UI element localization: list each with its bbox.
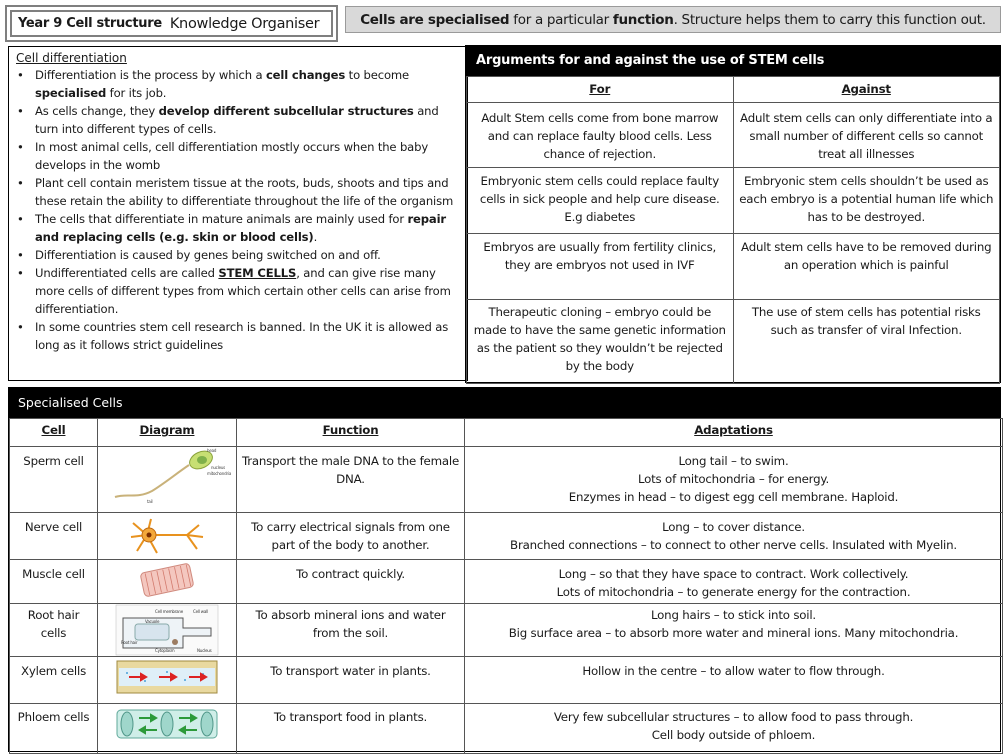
table-row bbox=[10, 604, 1003, 657]
list-item: • Differentiation is caused by genes being switched on and off. bbox=[16, 246, 461, 264]
title-inner bbox=[10, 10, 333, 37]
against-cell: Adult stem cells have to be removed during an operation which is painful bbox=[733, 234, 1000, 300]
col-for: For bbox=[467, 77, 734, 103]
adaptation-line: Big surface area – to absorb more water and mineral ions. Many mitochondria. bbox=[508, 626, 959, 640]
differentiation-box bbox=[8, 46, 468, 381]
function-cell: To transport water in plants. bbox=[237, 657, 465, 704]
for-cell: Adult Stem cells come from bone marrow and can replace faulty blood cells. Less chance of rejection. bbox=[467, 103, 734, 168]
col-function: Function bbox=[237, 419, 465, 447]
xylem-cell-image bbox=[115, 657, 219, 697]
specialised-cells-table bbox=[9, 418, 1003, 754]
adaptation-line: Long – so that they have space to contract. Work collectively. bbox=[558, 567, 909, 581]
cell-name: Muscle cell bbox=[10, 560, 98, 604]
list-item: • In most animal cells, cell differentiation mostly occurs when the baby develops in the womb bbox=[16, 138, 461, 174]
col-cell: Cell bbox=[10, 419, 98, 447]
sperm-tail bbox=[115, 465, 189, 497]
list-item: • As cells change, they develop different subcellular structures and turn into different types of cells. bbox=[16, 102, 461, 138]
banner-part: specialised bbox=[427, 11, 510, 28]
adaptation-line: Enzymes in head – to digest egg cell membrane. Haploid. bbox=[568, 490, 899, 504]
phloem-cell-diagram bbox=[98, 704, 237, 754]
table-row bbox=[10, 513, 1003, 560]
specialised-cells-title: Specialised Cells bbox=[9, 388, 1000, 418]
title-box bbox=[5, 5, 338, 42]
adaptation-line: Hollow in the centre – to allow water to flow through. bbox=[582, 664, 885, 678]
adaptations-cell bbox=[465, 604, 1003, 657]
sperm-nucleus bbox=[197, 456, 207, 464]
against-cell: Embryonic stem cells shouldn’t be used as each embryo is a potential human life which has to be destroyed. bbox=[733, 168, 1000, 234]
col-adaptations: Adaptations bbox=[465, 419, 1003, 447]
muscle-cell-diagram bbox=[98, 560, 237, 604]
against-cell: The use of stem cells has potential risks such as transfer of viral Infection. bbox=[733, 300, 1000, 384]
stem-arguments-box bbox=[465, 45, 1001, 383]
adaptation-line: Cell body outside of phloem. bbox=[651, 728, 816, 742]
adaptations-cell bbox=[465, 447, 1003, 513]
label-cell-membrane: Cell membrane bbox=[155, 609, 184, 614]
table-row bbox=[467, 103, 1000, 168]
cell-name: Phloem cells bbox=[10, 704, 98, 754]
adaptation-line: Lots of mitochondria – to generate energy for the contraction. bbox=[556, 585, 911, 599]
table-row bbox=[10, 560, 1003, 604]
table-header-row bbox=[467, 77, 1000, 103]
list-item: • Undifferentiated cells are called STEM CELLS, and can give rise many more cells of different types from which certain other cells can arise from differentiation. bbox=[16, 264, 461, 318]
function-cell: To contract quickly. bbox=[237, 560, 465, 604]
table-row bbox=[10, 704, 1003, 754]
table-row bbox=[10, 657, 1003, 704]
adaptations-cell bbox=[465, 513, 1003, 560]
adaptation-line: Very few subcellular structures – to allow food to pass through. bbox=[553, 710, 914, 724]
adaptation-line: Long tail – to swim. bbox=[678, 454, 789, 468]
banner bbox=[345, 6, 1001, 33]
list-item: • Plant cell contain meristem tissue at the roots, buds, shoots and tips and these retain the ability to differentiate throughout the life of the organism bbox=[16, 174, 461, 210]
list-item: • In some countries stem cell research is banned. In the UK it is allowed as long as it follows strict guidelines bbox=[16, 318, 461, 354]
table-row bbox=[467, 300, 1000, 384]
adaptations-cell bbox=[465, 704, 1003, 754]
table-row bbox=[467, 234, 1000, 300]
label-root-hair: Root hair bbox=[121, 640, 138, 645]
function-cell: To absorb mineral ions and water from the soil. bbox=[237, 604, 465, 657]
adaptation-line: Long – to cover distance. bbox=[662, 520, 805, 534]
nerve-cell-diagram bbox=[98, 513, 237, 560]
list-item: • The cells that differentiate in mature animals are mainly used for repair and replacing cells (e.g. skin or blood cells). bbox=[16, 210, 461, 246]
col-diagram: Diagram bbox=[98, 419, 237, 447]
title-topic: Year 9 Cell structure bbox=[18, 16, 162, 31]
label-cell-wall: Cell wall bbox=[193, 609, 208, 614]
root-hair-cell-diagram bbox=[98, 604, 237, 657]
banner-part: Cells are bbox=[360, 11, 428, 28]
label-nucleus: Nucleus bbox=[197, 648, 212, 653]
for-cell: Embryonic stem cells could replace faulty cells in sick people and help cure disease. E.g diabetes bbox=[467, 168, 734, 234]
phloem-cell-image bbox=[115, 704, 219, 744]
cell-name: Sperm cell bbox=[10, 447, 98, 513]
xylem-cell-diagram bbox=[98, 657, 237, 704]
label-head: head bbox=[207, 448, 217, 453]
sperm-cell-image bbox=[107, 447, 232, 507]
label-cytoplasm: Cytoplasm bbox=[155, 648, 175, 653]
adaptation-line: Lots of mitochondria – for energy. bbox=[637, 472, 830, 486]
adaptations-cell bbox=[465, 657, 1003, 704]
sperm-cell-diagram bbox=[98, 447, 237, 513]
muscle-fibre bbox=[140, 563, 194, 597]
table-row bbox=[467, 168, 1000, 234]
root-hair-cell-image bbox=[115, 604, 219, 656]
nerve-cell-image bbox=[127, 513, 207, 557]
banner-part: for a particular bbox=[509, 11, 613, 28]
label-vacuole: Vacuole bbox=[145, 619, 160, 624]
cell-name: Xylem cells bbox=[10, 657, 98, 704]
label-tail: tail bbox=[147, 499, 153, 504]
differentiation-list bbox=[16, 66, 461, 354]
table-row bbox=[10, 447, 1003, 513]
cell-name: Root hair cells bbox=[10, 604, 98, 657]
against-cell: Adult stem cells can only differentiate into a small number of different cells so cannot treat all illnesses bbox=[733, 103, 1000, 168]
muscle-cell-image bbox=[137, 560, 197, 600]
for-cell: Embryos are usually from fertility clinics, they are embryos not used in IVF bbox=[467, 234, 734, 300]
title-type: Knowledge Organiser bbox=[169, 15, 320, 32]
function-cell: To transport food in plants. bbox=[237, 704, 465, 754]
adaptation-line: Long hairs – to stick into soil. bbox=[650, 608, 816, 622]
adaptation-line: Branched connections – to connect to other nerve cells. Insulated with Myelin. bbox=[510, 538, 957, 552]
stem-arguments-table bbox=[466, 76, 1000, 384]
cell-name: Nerve cell bbox=[10, 513, 98, 560]
specialised-cells-box bbox=[8, 387, 1001, 752]
adaptations-cell bbox=[465, 560, 1003, 604]
list-item: • Differentiation is the process by which a cell changes to become specialised for its job. bbox=[16, 66, 461, 102]
function-cell: To carry electrical signals from one part of the body to another. bbox=[237, 513, 465, 560]
stem-arguments-title: Arguments for and against the use of STEM cells bbox=[466, 46, 1000, 76]
banner-part: . Structure helps them to carry this function out. bbox=[673, 11, 986, 28]
table-header-row bbox=[10, 419, 1003, 447]
banner-part: function bbox=[612, 11, 674, 28]
function-cell: Transport the male DNA to the female DNA. bbox=[237, 447, 465, 513]
differentiation-heading: Cell differentiation bbox=[16, 51, 127, 65]
label-nucleus: nucleus bbox=[211, 465, 226, 470]
for-cell: Therapeutic cloning – embryo could be made to have the same genetic information as the patient so they wouldn’t be rejected by the body bbox=[467, 300, 734, 384]
banner-text bbox=[360, 12, 986, 28]
label-mitochondria: mitochondria bbox=[207, 471, 232, 476]
col-against: Against bbox=[733, 77, 1000, 103]
